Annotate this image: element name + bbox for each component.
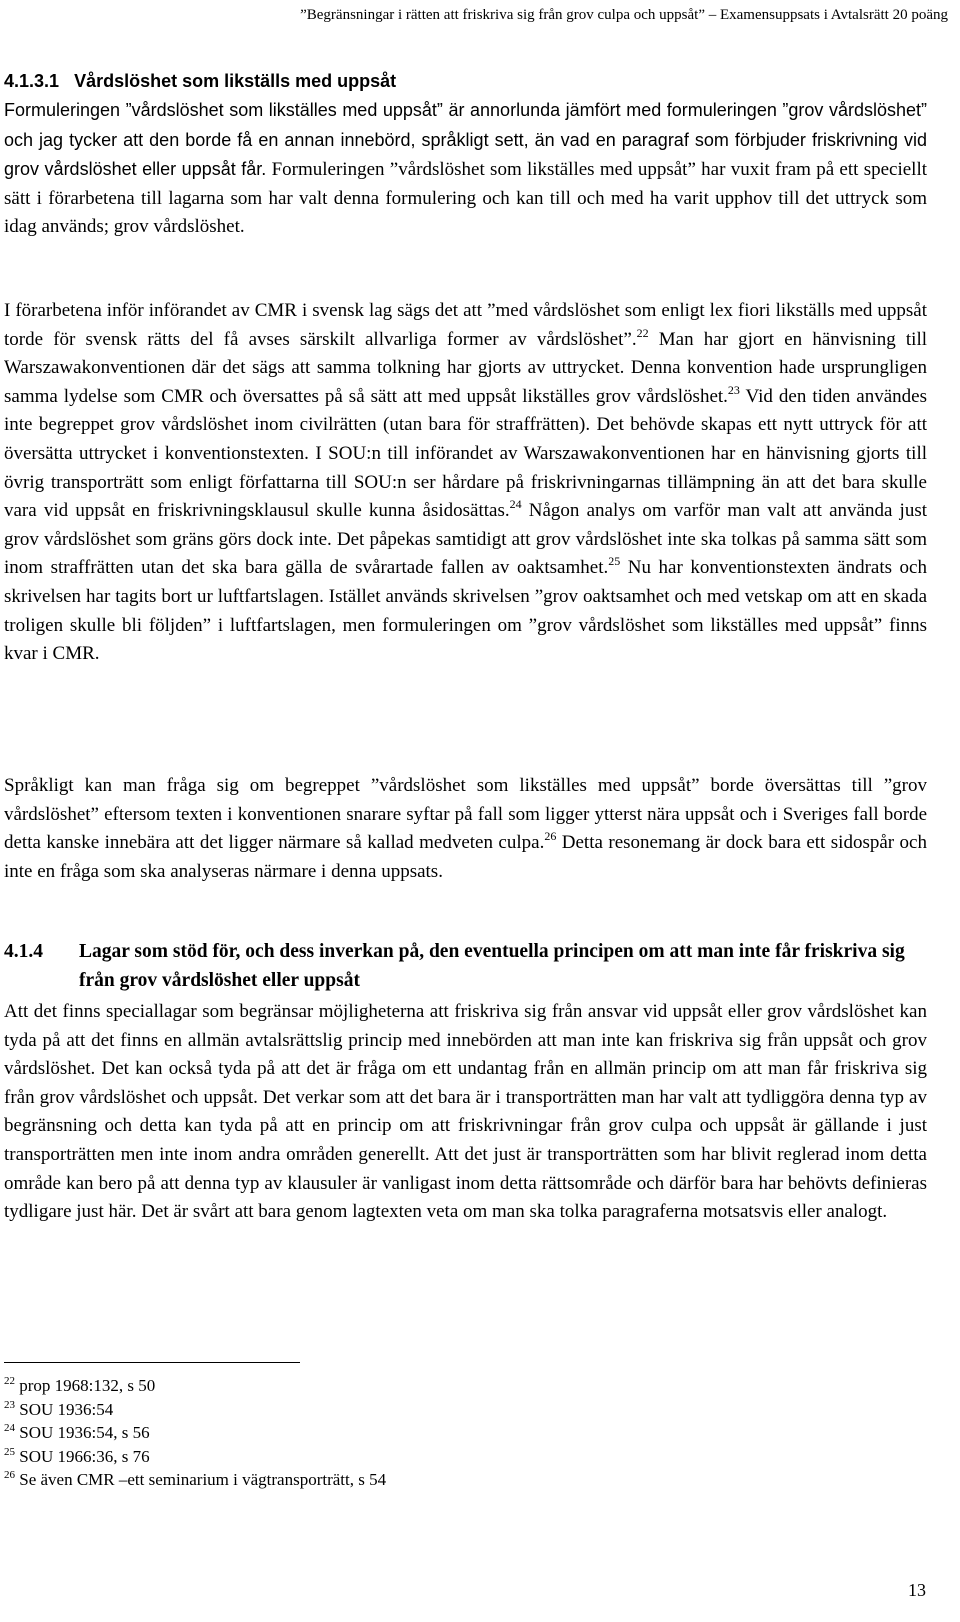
footnote-text: Se även CMR –ett seminarium i vägtransporträtt, s 54 xyxy=(19,1470,387,1489)
paragraph-1-serif-part: Formuleringen ”vårdslöshet som likställes med uppsåt” har vuxit fram på ett speciellt sätt i förarbetena till lagarna som har valt denna formulering och kan till och med ha varit upphov till det uttryck som idag används; grov vårdslöshet. xyxy=(4,159,927,238)
footnote-number: 25 xyxy=(4,1445,15,1458)
footnote-ref-22: 22 xyxy=(636,325,649,340)
paragraph-2-text-b: Man har gjort en hänvisning till Warszawakonventionen där det sägs att samma tolkning har gjorts av uttrycket. Denna konvention hade ursprungligen samma lydelse som CMR och översattes på så sätt att med uppsåt likställes grov vårdslöshet. xyxy=(4,328,928,407)
paragraph-2-text-d: Någon analys om varför man valt att använda just grov vårdslöshet som gräns görs dock inte. Det påpekas samtidigt att grov vårdslöshet inte ska tolkas på samma sätt som inom straffrätten utan det ska bara gälla de svårartade fallen av oaktsamhet. xyxy=(4,500,927,579)
footnote-26 xyxy=(4,1468,704,1492)
footnotes xyxy=(4,1374,704,1492)
section-heading-414 xyxy=(4,938,929,995)
footnote-ref-23: 23 xyxy=(727,382,740,397)
section-heading-4131 xyxy=(4,67,929,95)
footnote-text: SOU 1936:54 xyxy=(19,1399,114,1419)
footnote-25 xyxy=(4,1445,704,1469)
footnote-text: prop 1968:132, s 50 xyxy=(19,1376,156,1395)
footnote-ref-24: 24 xyxy=(509,497,522,512)
section-title: Vårdslöshet som likställs med uppsåt xyxy=(74,71,397,91)
section-number: 4.1.4 xyxy=(4,941,43,962)
footnote-text: SOU 1936:54, s 56 xyxy=(19,1423,150,1442)
section-number: 4.1.3.1 xyxy=(4,71,60,91)
paragraph-2-text-a: I förarbetena inför införandet av CMR i svensk lag sägs det att ”med vårdslöshet som enligt lex fiori likställs med uppsåt torde för svensk rätts del få avses särskilt allvarliga former av vårdslöshet”. xyxy=(4,300,927,350)
paragraph-1-sans-part: Formuleringen ”vårdslöshet som likställes med uppsåt” är annorlunda jämfört med formuleringen ”grov vårdslöshet” och jag tycker att den borde få en annan innebörd, språkligt sett, än vad en paragraf som förbjuder friskrivning vid grov vårdslöshet eller uppsåt får. xyxy=(4,100,927,180)
section-title: Lagar som stöd för, och dess inverkan på, den eventuella principen om att man inte får friskriva sig från grov vårdslöshet eller uppsåt xyxy=(79,941,905,991)
footnote-number: 24 xyxy=(4,1422,15,1434)
page-number: 13 xyxy=(908,1580,926,1600)
paragraph-3-text-a: Språkligt kan man fråga sig om begreppet ”vårdslöshet som likställes med uppsåt” borde översättas till ”grov vårdslöshet” eftersom texten i konventionen snarare syftar på fall som ligger ytterst nära uppsåt och i Sveriges fall borde detta kanske innebära att det ligger närmare så kallad medveten culpa. xyxy=(4,775,927,854)
paragraph-2-text-c: Vid den tiden användes inte begreppet grov vårdslöshet inom civilrätten (utan bara för straffrätten). Det behövde skapas ett nytt uttryck för att översätta uttrycket i konventionstexten. I SOU:n till införandet av Warszawakonventionen har en hänvisning gjorts till övrig transporträtt som enligt författarna till SOU:n ser hårdare på friskrivningarnas tillämpning än att det bara skulle vara vid uppsåt en friskrivningsklausul skulle kunna åsidosättas. xyxy=(4,385,927,522)
paragraph-3-text-b: Detta resonemang är dock bara ett sidospår och inte en fråga som ska analyseras närmare i denna uppsats. xyxy=(4,832,927,882)
paragraph-1 xyxy=(4,96,927,242)
paragraph-2 xyxy=(4,297,927,669)
footnote-22 xyxy=(4,1374,704,1398)
footnote-ref-26: 26 xyxy=(544,829,557,844)
footnote-24 xyxy=(4,1421,704,1445)
footnote-ref-25: 25 xyxy=(608,554,621,569)
footnote-number: 23 xyxy=(4,1398,15,1411)
footnote-23 xyxy=(4,1398,704,1422)
paragraph-3 xyxy=(4,772,927,886)
footnote-number: 26 xyxy=(4,1469,15,1481)
running-header: ”Begränsningar i rätten att friskriva sig från grov culpa och uppsåt” – Examensuppsats i Avtalsrätt 20 poäng xyxy=(300,7,948,23)
footnote-number: 22 xyxy=(4,1375,15,1387)
footnote-text: SOU 1966:36, s 76 xyxy=(19,1446,150,1466)
paragraph-2-text-e: Nu har konventionstexten ändrats och skrivelsen har tagits bort ur luftfartslagen. Istället används skrivelsen ”grov oaktsamhet och med vetskap om att en skada troligen skulle bli följden” i luftfartslagen, men formuleringen om ”grov vårdslöshet som likställes med uppsåt” finns kvar i CMR. xyxy=(4,557,927,665)
footnote-separator xyxy=(4,1362,300,1363)
paragraph-4: Att det finns speciallagar som begränsar möjligheterna att friskriva sig från ansvar vid uppsåt eller grov vårdslöshet kan tyda på att det finns en allmän avtalsrättslig princip med innebörden att man inte kan friskriva sig från uppsåt och grov vårdslöshet. Det kan också tyda på att det är fråga om ett undantag från en allmän princip om att man får friskriva sig från grov vårdslöshet och uppsåt. Det verkar som att det bara är i transporträtten man har valt att tydliggöra denna typ av begränsning och detta kan tyda på att en princip om att friskrivningar från grov culpa och uppsåt är gällande i just transporträtten men inte inom andra områden generellt. Att det just är transporträtten som har blivit reglerad inom detta område kan bero på att denna typ av klausuler är vanligast inom detta rättsområde och därför bara har behövts definieras tydligare just här. Det är svårt att bara genom lagtexten veta om man ska tolka paragraferna motsatsvis eller analogt. xyxy=(4,1001,927,1223)
